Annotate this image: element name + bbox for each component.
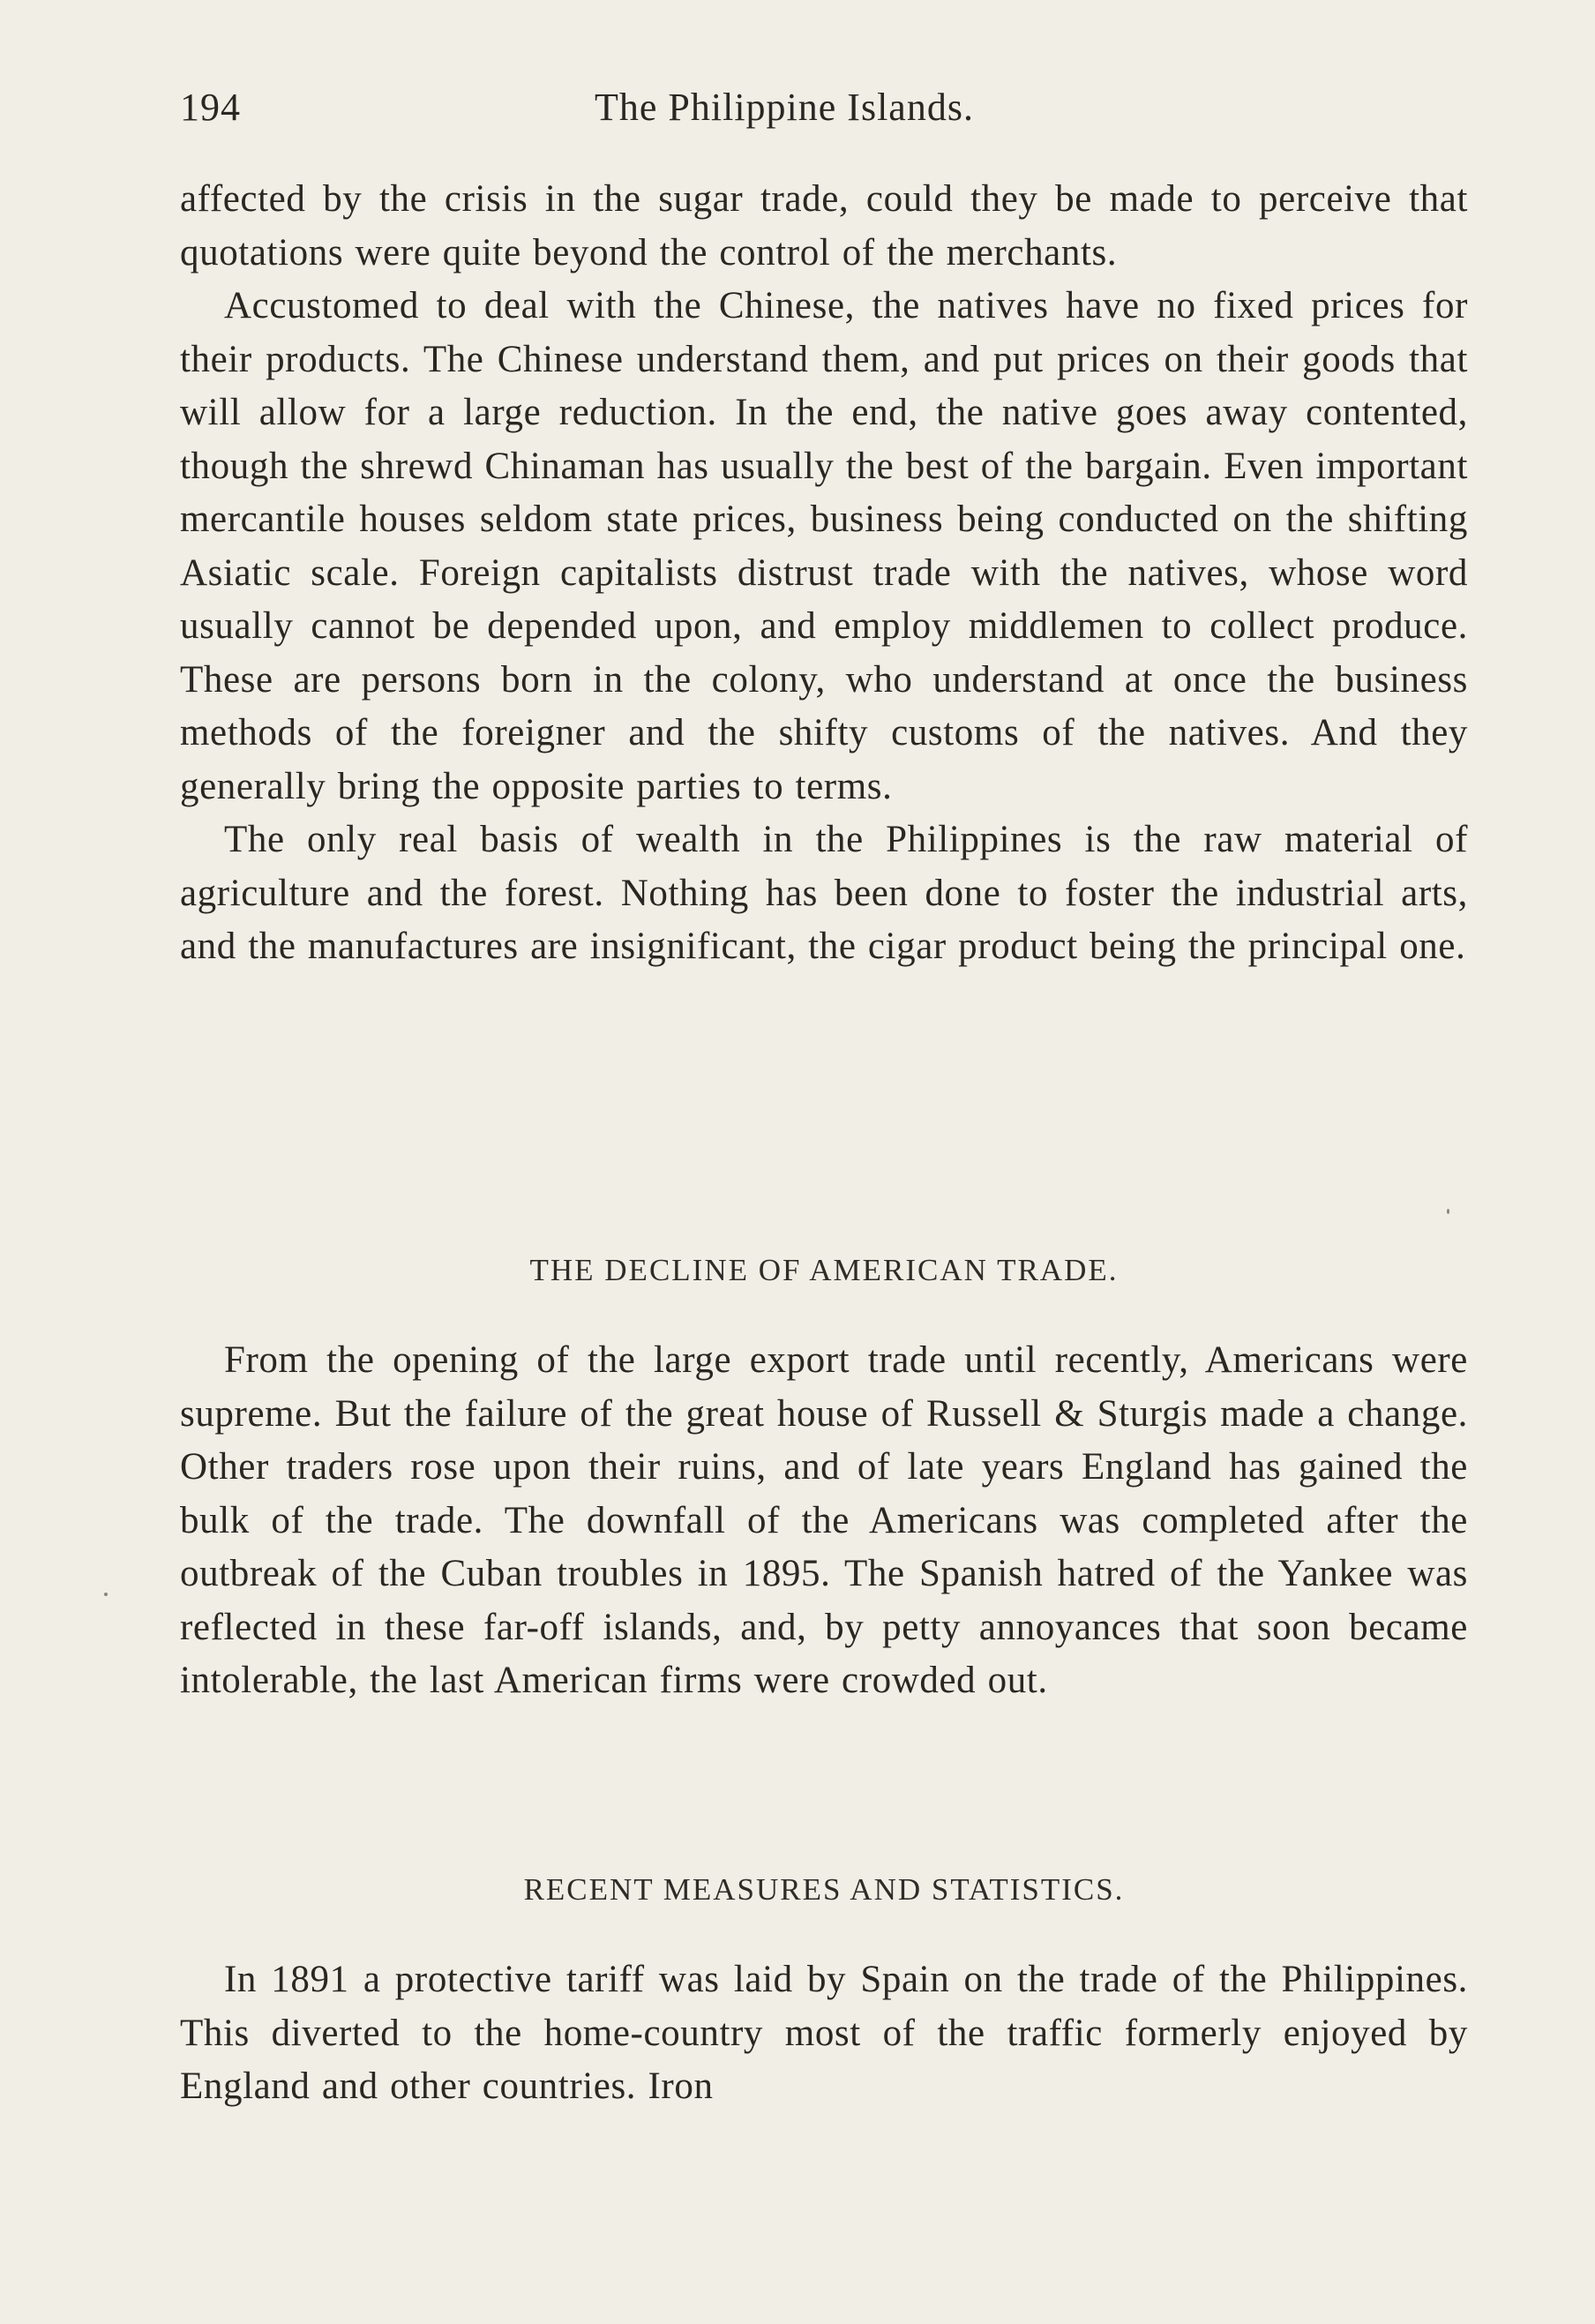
paragraph: In 1891 a protective tariff was laid by Spain on the trade of the Philippines. This diverted to the home-country most of the traffic formerly enjoyed by England and other countries. Iron [180, 1959, 1468, 2107]
paragraph: affected by the crisis in the sugar trade, could they be made to perceive that quotations were quite beyond the control of the merchants. [180, 178, 1468, 274]
section-heading: THE DECLINE OF AMERICAN TRADE. [529, 1253, 1119, 1287]
text-block-3 [180, 1953, 1468, 2114]
running-title: The Philippine Islands. [595, 86, 974, 129]
paragraph: Accustomed to deal with the Chinese, the natives have no fixed prices for their products. The Chinese understand them, and put prices on their goods that will allow for a large reduction. In the end, the native goes away contented, though the shrewd Chinaman has usually the best of the bargain. Even important mercantile houses seldom state prices, business being conducted on the shifting Asiatic scale. Foreign capitalists distrust trade with the natives, whose word usually cannot be depended upon, and employ middlemen to collect produce. These are persons born in the colony, who understand at once the business methods of the foreigner and the shifty customs of the natives. And they generally bring the opposite parties to terms. [180, 285, 1468, 807]
paragraph: From the opening of the large export trade until recently, Americans were supreme. But the failure of the great house of Russell & Sturgis made a change. Other traders rose upon their ruins, and of late years England has gained the bulk of the trade. The downfall of the Americans was completed after the outbreak of the Cuban troubles in 1895. The Spanish hatred of the Yankee was reflected in these far-off islands, and, by petty annoyances that soon became intolerable, the last American firms were crowded out. [180, 1339, 1468, 1701]
page-number: 194 [180, 86, 241, 129]
text-block-1 [180, 173, 1468, 974]
text-block-2 [180, 1334, 1468, 1708]
running-head [180, 85, 1468, 138]
paragraph: The only real basis of wealth in the Philippines is the raw material of agriculture and the forest. Nothing has been done to foster the industrial arts, and the manufactures are insignificant, the cigar product being the principal one. [180, 819, 1468, 967]
section-heading: RECENT MEASURES AND STATISTICS. [523, 1872, 1125, 1907]
paper-speck [104, 1593, 108, 1596]
paper-speck [1447, 1209, 1449, 1214]
